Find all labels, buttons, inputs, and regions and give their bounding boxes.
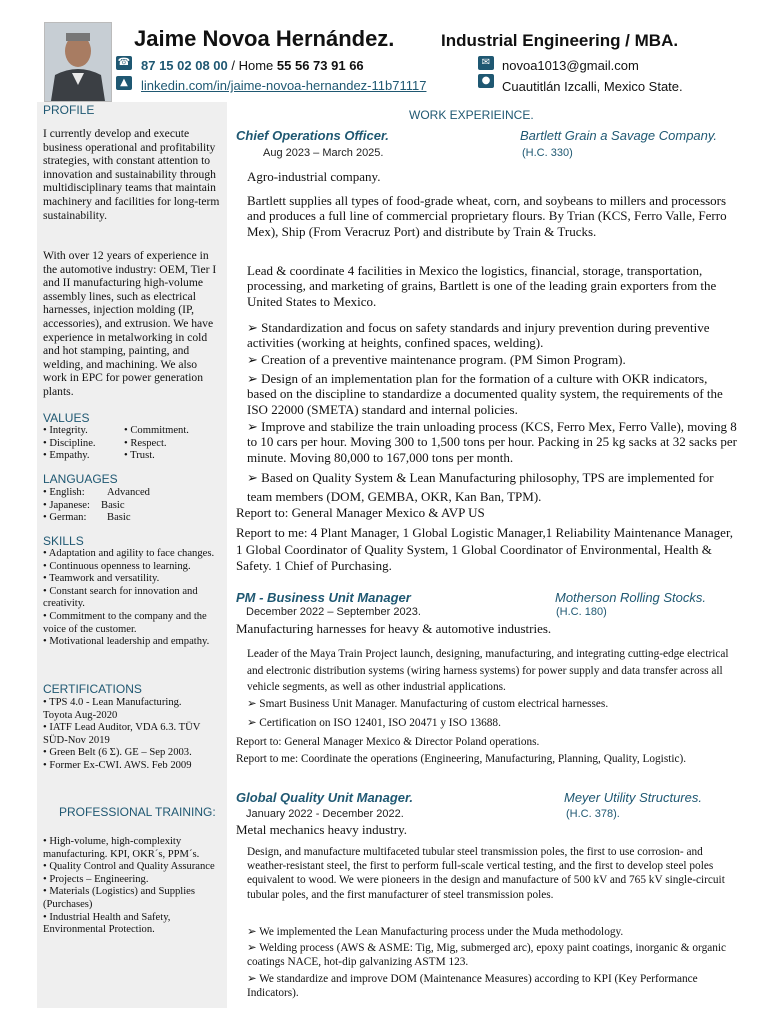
skills-heading: SKILLS [43,534,84,548]
list-item: • Teamwork and versatility. [43,573,160,585]
list-item: • Motivational leadership and empathy. [43,636,210,648]
list-item: • IATF Lead Auditor, VDA 6.3. TÜV SÜD-Nov 2019 [43,722,201,746]
job1-paragraph-1: Bartlett supplies all types of food-grade wheat, corn, and soybeans to millers and processors and produces a full line of commercial proprietary flours. By Trian (KCS, Ferro Valle, Ferro Mex), Ship (From Veracruz Port) and distribute by Train & Trucks. [247,193,727,239]
list-item: • Adaptation and agility to face changes. [43,548,215,559]
list-item: • Industrial Health and Safety, Environmental Protection. [43,911,171,936]
training-list [43,836,223,937]
job1-company: Bartlett Grain a Savage Company. [520,128,718,143]
job1-headcount: (H.C. 330) [522,147,573,159]
job1-paragraph-2: Lead & coordinate 4 facilities in Mexico the logistics, financial, storage, transportation, processing, and marketing of grains, Bartlett is one of the leading grain exporters from the United States to Mexico. [247,263,717,309]
phone-home-label: / Home [231,58,274,73]
job1-industry: Agro-industrial company. [247,169,381,184]
job3-bullet-2: ➢ Welding process (AWS & ASME: Tig, Mig, submerged arc), epoxy paint coatings, inorganic & organic coatings NACE, hot-dip galvanizing ASTM 123. [247,942,727,969]
profile-icon: ▲ [116,76,132,90]
job3-headcount: (H.C. 378). [566,808,620,820]
language-row: • German: Basic [43,512,131,524]
job2-report-to-me: Report to me: Coordinate the operations (Engineering, Manufacturing, Planning, Quality, Logistic). [236,753,687,765]
email-icon: ✉ [478,56,494,70]
languages-list [43,487,223,525]
values-list [43,425,223,463]
job1-bullet-1: ➢ Standardization and focus on safety standards and injury prevention during preventive activities (working at heights, confined spaces, welding). [247,320,710,351]
email-link[interactable]: novoa1013@gmail.com [502,58,639,73]
list-item: • Materials (Logistics) and Supplies (Purchases) [43,886,195,910]
job2-paragraph-1: Leader of the Maya Train Project launch, designing, manufacturing, and integrating cutting-edge electrical and electronic distribution systems (wiring harness systems) for power supply and data transfer across all vehicle segments, as well as other industrial applications. [247,648,729,694]
certifications-heading: CERTIFICATIONS [43,682,142,696]
job3-industry: Metal mechanics heavy industry. [236,822,407,837]
job2-bullet-2: ➢ Certification on ISO 12401, ISO 20471 y ISO 13688. [247,717,501,729]
job1-report-to: Report to: General Manager Mexico & AVP US [236,505,485,520]
phone-office[interactable]: 87 15 02 08 00 [141,58,228,73]
language-row: • Japanese: Basic [43,499,125,511]
list-item: • Continuous openness to learning. [43,560,191,572]
profile-paragraph-1: I currently develop and execute business operational and profitability strategies, with constant attention to innovation and sustainability through multidisciplinary teams that maintain machinery and facilities for long-term sustainability. [43,127,220,222]
phone-icon: ☎ [117,57,131,68]
job1-dates: Aug 2023 – March 2025. [263,147,384,159]
job1-bullet-3: ➢ Design of an implementation plan for the formation of a culture with OKR indicators, based on the discipline to standardize a documented quality system, the requirements of the ISO 22000 (SMETA) standard and internal policies. [247,371,723,417]
job1-title: Chief Operations Officer. [236,128,389,143]
job2-bullet-1: ➢ Smart Business Unit Manager. Manufacturing of custom electrical harnesses. [247,698,609,710]
job2-company: Motherson Rolling Stocks. [555,590,707,605]
list-item: • TPS 4.0 - Lean Manufacturing. Toyota Aug-2020 [43,697,182,721]
values-row: • Empathy. • Trust. [43,450,155,462]
values-row: • Discipline. • Respect. [43,437,167,449]
location-pin-icon: ● [478,74,494,88]
list-item: • Projects – Engineering. [43,873,149,885]
work-experience-heading: WORK EXPERIEINCE. [409,108,534,122]
candidate-role: Industrial Engineering / MBA. [441,31,679,50]
languages-heading: LANGUAGES [43,472,118,486]
phone-home[interactable]: 55 56 73 91 66 [276,58,364,73]
job2-dates: December 2022 – September 2023. [246,606,421,618]
job3-bullet-3: ➢ We standardize and improve DOM (Maintenance Measures) according to KPI (Key Performance Indicators). [247,973,698,1000]
certifications-list [43,697,203,773]
job2-headcount: (H.C. 180) [556,606,607,618]
profile-photo [44,22,112,102]
profile-heading: PROFILE [43,103,95,117]
list-item: • Quality Control and Quality Assurance [43,861,215,873]
language-row: • English: Advanced [43,487,150,498]
list-item: • Constant search for innovation and creativity. [43,585,198,610]
job3-dates: January 2022 - December 2022. [246,808,404,820]
training-heading: PROFESSIONAL TRAINING: [59,805,216,819]
job1-report-to-me: Report to me: 4 Plant Manager, 1 Global Logistic Manager,1 Reliability Maintenance Manager, 1 Global Coordinator of Quality System, 1 Global Coordinator of Environmental, Health & Safety. 1 Chief of Purchasing. [236,525,733,574]
linkedin-link[interactable]: linkedin.com/in/jaime-novoa-hernandez-11b71117 [141,78,427,93]
job1-bullet-2: ➢ Creation of a preventive maintenance program. (PM Simon Program). [247,352,626,367]
job1-bullet-4: ➢ Improve and stabilize the train unloading process (KCS, Ferro Mex, Ferro Valle), moving 8 to 10 cars per hour. Moving 300 to 1,500 tons per hour. Packing in 25 kg sacks at 32 sacks per minute. Moving 80,000 to 167,000 tons per month. [247,419,737,465]
values-row: • Integrity. • Commitment. [43,425,189,436]
job2-title: PM - Business Unit Manager [236,590,411,605]
values-heading: VALUES [43,411,90,425]
list-item: • Commitment to the company and the voice of the customer. [43,610,207,635]
job3-bullet-1: ➢ We implemented the Lean Manufacturing process under the Muda methodology. [247,926,624,938]
candidate-name: Jaime Novoa Hernández. [134,26,395,51]
job3-company: Meyer Utility Structures. [564,790,702,805]
job3-title: Global Quality Unit Manager. [236,790,413,805]
list-item: • High-volume, high-complexity manufacturing. KPI, OKR´s, PPM´s. [43,836,200,860]
job1-bullet-5: ➢ Based on Quality System & Lean Manufacturing philosophy, TPS are implemented for team members (DOM, GEMBA, OKR, Kan Ban, TPM). [247,470,714,504]
job2-industry: Manufacturing harnesses for heavy & automotive industries. [236,621,552,636]
list-item: • Green Belt (6 Σ). GE – Sep 2003. [43,747,192,759]
phone-line [141,58,364,73]
skills-list [43,548,223,649]
profile-paragraph-2: With over 12 years of experience in the automotive industry: OEM, Tier I and II manufacturing high-volume assembly lines, such as electrical harnesses, injection molding (IP, accessories), and extrusion. We have experience in metalworking in cold and hot stamping, painting, and welding, and machining. We also work in EPC for power generation plants. [43,249,217,398]
list-item: • Former Ex-CWI. AWS. Feb 2009 [43,759,192,771]
job3-paragraph-1: Design, and manufacture multifaceted tubular steel transmission poles, the first to use corrosion- and weather-resistant steel, the first to perform full-scale vertical testing, and the first to develop steel poles equivalent to wood. We were pioneers in the design and manufacture of 500 kV and 765 kV single-circuit tubular poles, and the first manufacturer of steel transmission poles. [247,846,725,901]
job2-report-to: Report to: General Manager Mexico & Director Poland operations. [236,736,540,748]
location-text: Cuautitlán Izcalli, Mexico State. [502,79,683,94]
